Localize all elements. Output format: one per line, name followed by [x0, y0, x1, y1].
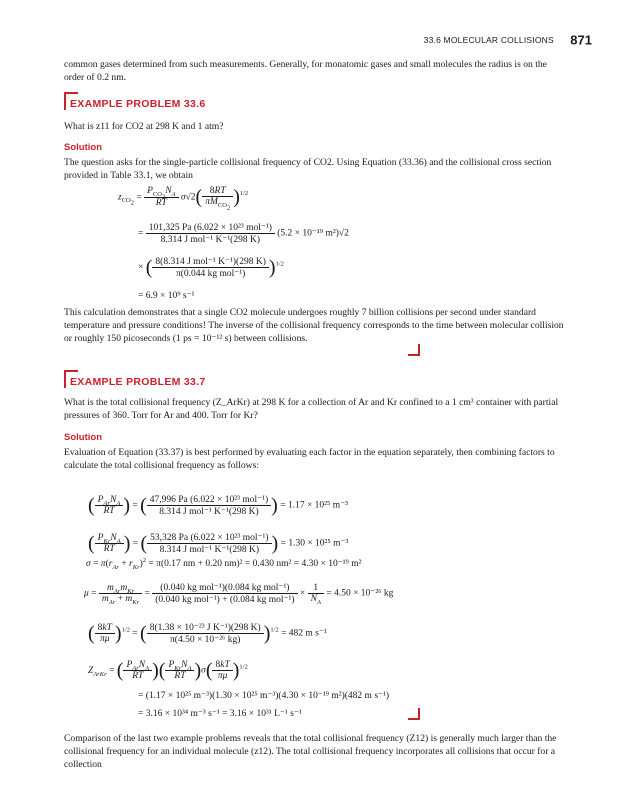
- equation-number-density-kr: ( $\frac{P_{Kr}N_A}{RT}$ ) = ( $\frac{\text{53,328 Pa (6.022 × 10²³ mol⁻¹)}}{\text{8.314 J mol⁻¹ K⁻¹(298 K)}}$ ) = 1.30 × 10²⁵ m⁻³: [88, 532, 349, 555]
- example-title-2: EXAMPLE PROBLEM 33.7: [70, 376, 206, 388]
- page-number: 871: [570, 32, 592, 48]
- example-end-marker-1: [408, 344, 420, 356]
- equation-definition: $z_{CO_2}$ = $\frac{P_{CO_2}N_A}{RT}$ σ√2( $\frac{8RT}{\pi M_{CO_2}}$ )$^{1/2}$: [118, 186, 249, 212]
- solution-text-2: Evaluation of Equation (33.37) is best performed by evaluating each factor in the equation separately, then combining factors to calculate the total collisional frequency as follows:: [64, 447, 555, 471]
- equation-step-2: × ( $\frac{\text{8(8.314 J mol⁻¹ K⁻¹)(298 K)}}{\text{π(0.044 kg mol⁻¹)}}$ )$^{1/2}$: [138, 256, 284, 279]
- solution-label-2: Solution: [64, 432, 102, 443]
- section-title: 33.6 MOLECULAR COLLISIONS: [423, 34, 554, 45]
- equation-result: = 6.9 × 10⁹ s⁻¹: [138, 291, 195, 301]
- equation-number-density-ar: ( $\frac{P_{Ar}N_A}{RT}$ ) = ( $\frac{\text{47,996 Pa (6.022 × 10²³ mol⁻¹)}}{\text{8.314 J mol⁻¹ K⁻¹(298 K)}}$ ) = 1.17 × 10²⁵ m⁻³: [88, 494, 348, 517]
- running-header: [424, 31, 592, 49]
- example-question-2: What is the total collisional frequency (Z_ArKr) at 298 K for a collection of Ar and Kr confined to a 1 cm³ container with partial pressures of 360. Torr for Ar and 400. Torr for Kr?: [64, 397, 559, 421]
- example-title-1: EXAMPLE PROBLEM 33.6: [70, 98, 206, 110]
- solution-label-1: Solution: [64, 142, 102, 153]
- conclusion-paragraph-1: This calculation demonstrates that a single CO2 molecule undergoes roughly 7 billion collisions per second under standard temperature and pressure conditions! The inverse of the collisional frequency corresponds to the time between molecular collision or roughly 150 picoseconds (1 ps = 10⁻¹² s) between collisions.: [64, 307, 564, 344]
- solution-text-1: The question asks for the single-particle collisional frequency of CO2. Using Equation (33.36) and the collisional cross section provided in Table 33.1, we obtain: [64, 157, 552, 181]
- equation-step-1: = $\frac{\text{101,325 Pa (6.022 × 10²³ mol⁻¹)}}{\text{8.314 J mol⁻¹ K⁻¹(298 K)}}$ (5.2 × 10⁻¹⁹ m²)√2: [138, 223, 349, 245]
- equation-mean-speed: ( $\frac{8kT}{\pi\mu}$ )$^{1/2}$ = ( $\frac{\text{8(1.38 × 10⁻²³ J K⁻¹)(298 K)}}{\text{π(4.50 × 10⁻²⁶ kg)}}$ )$^{1/2}$ = 482 m s⁻¹: [88, 622, 327, 645]
- closing-paragraph: Comparison of the last two example problems reveals that the total collisional frequency (Z12) is generally much larger than the collisional frequency for an individual molecule (z12). The total collisional frequency incorporates all collisions that occur for a collection: [64, 733, 557, 770]
- equation-total-collision-substitution: = (1.17 × 10²⁵ m⁻³)(1.30 × 10²⁵ m⁻³)(4.30 × 10⁻¹⁹ m²)(482 m s⁻¹): [138, 691, 390, 701]
- example-question-1: What is z11 for CO2 at 298 K and 1 atm?: [64, 121, 224, 132]
- equation-total-collision-result: = 3.16 × 10³⁴ m⁻³ s⁻¹ = 3.16 × 10³¹ L⁻¹ s⁻¹: [138, 709, 302, 719]
- equation-total-collision-definition: $Z_{ArKr}$ = ( $\frac{P_{Ar}N_A}{RT}$ )( $\frac{P_{Kr}N_A}{RT}$ )σ( $\frac{8kT}{\pi\mu}$ )$^{1/2}$: [88, 659, 248, 682]
- example-end-marker-2: [408, 708, 420, 720]
- equation-cross-section: $\sigma = \pi(r_{Ar} + r_{Kr})^2 = \pi(0.17$ nm + 0.20 nm)² = 0.430 nm² = 4.30 × 10⁻¹⁹ m²: [86, 556, 362, 571]
- intro-paragraph: common gases determined from such measurements. Generally, for monatomic gases and small molecules the radius is on the order of 0.2 nm.: [64, 59, 547, 83]
- equation-reduced-mass: μ = $\frac{m_{Ar}m_{Kr}}{m_{Ar} + m_{Kr}}$ = $\frac{\text{(0.040 kg mol⁻¹)(0.084 kg mol⁻¹)}}{\text{(0.040 kg mol⁻¹) + (0.084 kg mol⁻¹)}}$ × $\frac{1}{N_A}$ = 4.50 × 10⁻²⁶ kg: [84, 583, 394, 606]
